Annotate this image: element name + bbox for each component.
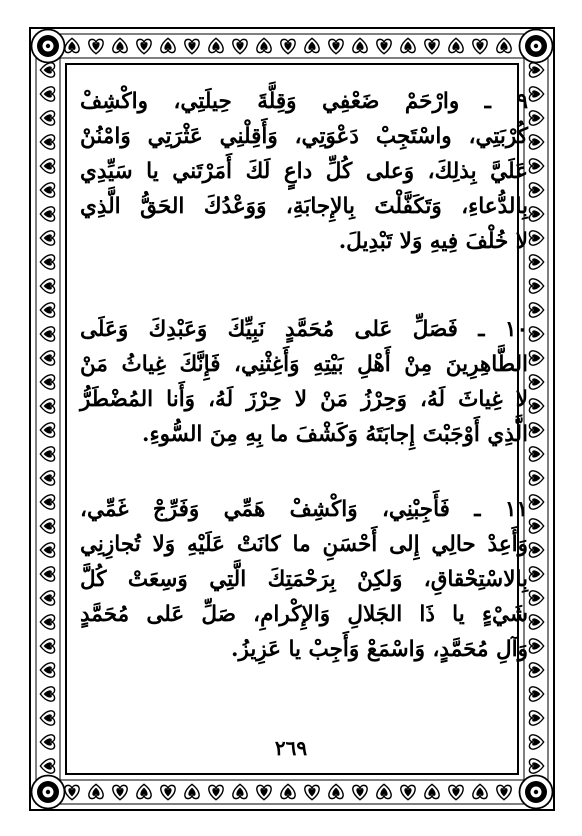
heart-ornament <box>529 447 543 461</box>
heart-ornament <box>529 543 543 557</box>
heart-ornament <box>89 784 103 798</box>
heart-ornament <box>473 784 487 798</box>
text-line: وَأَعِدْ حالِي إِلى أَحْسَنِ ما كانَتْ عَلَيْهِ وَلا تُجازِنِي <box>80 532 528 557</box>
heart-ornament <box>529 255 543 269</box>
heart-ornament <box>40 87 54 101</box>
heart-ornament <box>401 38 415 52</box>
text-line: كُرْبَتِي، واسْتَجِبْ دَعْوَتِي، وَأَقِلْنِي عَثْرَتِي وَامْنُنْ <box>80 124 528 149</box>
heart-ornament <box>40 159 54 173</box>
heart-ornament <box>529 303 543 317</box>
text-line: الطَّاهِرِينَ مِنْ أَهْلِ بَيْتِهِ وَأَغِثْنِي، فَإِنَّكَ غِياثُ مَنْ <box>80 352 528 377</box>
heart-ornament <box>529 183 543 197</box>
heart-ornament <box>497 38 511 52</box>
heart-ornament <box>40 423 54 437</box>
heart-ornament <box>473 39 487 53</box>
paragraph-9 <box>80 84 528 259</box>
heart-ornament <box>529 591 543 605</box>
heart-ornament <box>113 38 127 52</box>
heart-ornament <box>40 495 54 509</box>
heart-ornament <box>161 785 175 799</box>
heart-ornament <box>40 351 54 365</box>
paragraph-10 <box>80 312 528 452</box>
heart-ornament <box>40 303 54 317</box>
heart-ornament <box>529 111 543 125</box>
heart-ornament <box>529 423 543 437</box>
heart-ornament <box>40 663 54 677</box>
heart-ornament <box>529 351 543 365</box>
text-line: لا خُلْفَ فِيهِ وَلا تَبْدِيلَ. <box>338 229 528 254</box>
heart-ornament <box>305 785 319 799</box>
text-line: الَّذِي أَوْجَبْتَ إِجابَتَهُ وَكَشْفَ ما بِهِ مِنَ السُّوءِ. <box>141 422 528 447</box>
heart-ornament <box>113 785 127 799</box>
heart-ornament <box>209 38 223 52</box>
heart-ornament <box>529 63 543 77</box>
heart-ornament <box>529 159 543 173</box>
heart-ornament <box>185 784 199 798</box>
heart-ornament <box>40 447 54 461</box>
heart-ornament <box>40 639 54 653</box>
heart-ornament <box>40 375 54 389</box>
heart-ornament <box>161 38 175 52</box>
heart-ornament <box>40 759 54 773</box>
heart-ornament <box>425 39 439 53</box>
heart-ornament <box>529 759 543 773</box>
heart-ornament <box>425 784 439 798</box>
heart-ornament <box>329 784 343 798</box>
heart-ornament <box>40 207 54 221</box>
heart-ornament <box>449 38 463 52</box>
heart-ornament <box>529 711 543 725</box>
text-line: بِالاسْتِحْقاقِ، وَلكِنْ بِرَحْمَتِكَ الَّتِي وَسِعَتْ كُلَّ <box>80 567 528 592</box>
heart-ornament <box>40 399 54 413</box>
heart-ornament <box>529 615 543 629</box>
heart-ornament <box>529 639 543 653</box>
heart-ornament <box>353 38 367 52</box>
heart-ornament <box>353 785 367 799</box>
heart-ornament <box>89 39 103 53</box>
heart-ornament <box>377 784 391 798</box>
heart-ornament <box>65 785 79 799</box>
heart-ornament <box>40 519 54 533</box>
heart-ornament <box>40 471 54 485</box>
heart-ornament <box>185 39 199 53</box>
heart-ornament <box>529 519 543 533</box>
heart-ornament <box>529 231 543 245</box>
heart-ornament <box>329 39 343 53</box>
heart-ornament <box>40 255 54 269</box>
heart-ornament <box>257 38 271 52</box>
heart-ornament <box>40 567 54 581</box>
heart-ornament <box>529 567 543 581</box>
page-number: ٢٦٩ <box>274 736 308 760</box>
heart-ornament <box>40 279 54 293</box>
prayer-text <box>80 84 528 724</box>
heart-ornament <box>209 785 223 799</box>
heart-ornament <box>40 231 54 245</box>
text-line: شَيْءٍ يا ذَا الجَلالِ وَالإِكْرامِ، صَلِّ عَلى مُحَمَّدٍ <box>80 602 528 627</box>
heart-ornament <box>529 87 543 101</box>
heart-ornament <box>40 63 54 77</box>
heart-ornament <box>529 327 543 341</box>
text-line: بِالدُّعاءِ، وَتَكَفَّلْتَ بِالإِجابَةِ، وَوَعْدُكَ الحَقُّ الَّذِي <box>80 194 528 219</box>
text-line: ١١ ـ فَأَجِبْنِي، وَاكْشِفْ هَمِّي وَفَرِّجْ غَمِّي، <box>80 497 528 522</box>
heart-ornament <box>529 399 543 413</box>
heart-ornament <box>449 785 463 799</box>
heart-ornament <box>40 111 54 125</box>
heart-ornament <box>137 784 151 798</box>
heart-ornament <box>305 38 319 52</box>
heart-ornament <box>40 327 54 341</box>
heart-ornament <box>40 711 54 725</box>
heart-ornament <box>40 183 54 197</box>
heart-ornament <box>529 207 543 221</box>
heart-ornament <box>281 39 295 53</box>
heart-ornament <box>529 687 543 701</box>
heart-ornament <box>233 39 247 53</box>
heart-ornament <box>137 39 151 53</box>
heart-ornament <box>40 591 54 605</box>
heart-ornament <box>40 615 54 629</box>
heart-ornament <box>40 687 54 701</box>
text-line: لا غِياثَ لَهُ، وَحِرْزُ مَنْ لا حِرْزَ لَهُ، وَأَنا المُضْطَرُّ <box>80 387 528 412</box>
heart-ornament <box>529 279 543 293</box>
heart-ornament <box>497 785 511 799</box>
heart-ornament <box>377 39 391 53</box>
heart-ornament <box>257 785 271 799</box>
paragraph-11 <box>80 492 528 667</box>
heart-ornament <box>40 135 54 149</box>
heart-ornament <box>40 543 54 557</box>
text-line: ٩ ـ وارْحَمْ ضَعْفِي وَقِلَّةَ حِيلَتِي، واكْشِفْ <box>80 89 528 114</box>
heart-ornament <box>529 135 543 149</box>
heart-ornament <box>529 495 543 509</box>
text-line: وَآلِ مُحَمَّدٍ، وَاسْمَعْ وَأَجِبْ يا عَزِيزُ. <box>230 637 528 662</box>
text-line: ١٠ ـ فَصَلِّ عَلى مُحَمَّدٍ نَبِيِّكَ وَعَبْدِكَ وَعَلَى <box>80 317 528 342</box>
heart-ornament <box>281 784 295 798</box>
heart-ornament <box>65 38 79 52</box>
heart-ornament <box>233 784 247 798</box>
heart-ornament <box>529 663 543 677</box>
heart-ornament <box>529 375 543 389</box>
text-line: عَلَيَّ بِذلِكَ، وَعلى كُلِّ داعٍ لَكَ أَمَرْتَني يا سَيِّدِي <box>80 159 528 184</box>
heart-ornament <box>401 785 415 799</box>
heart-ornament <box>529 471 543 485</box>
